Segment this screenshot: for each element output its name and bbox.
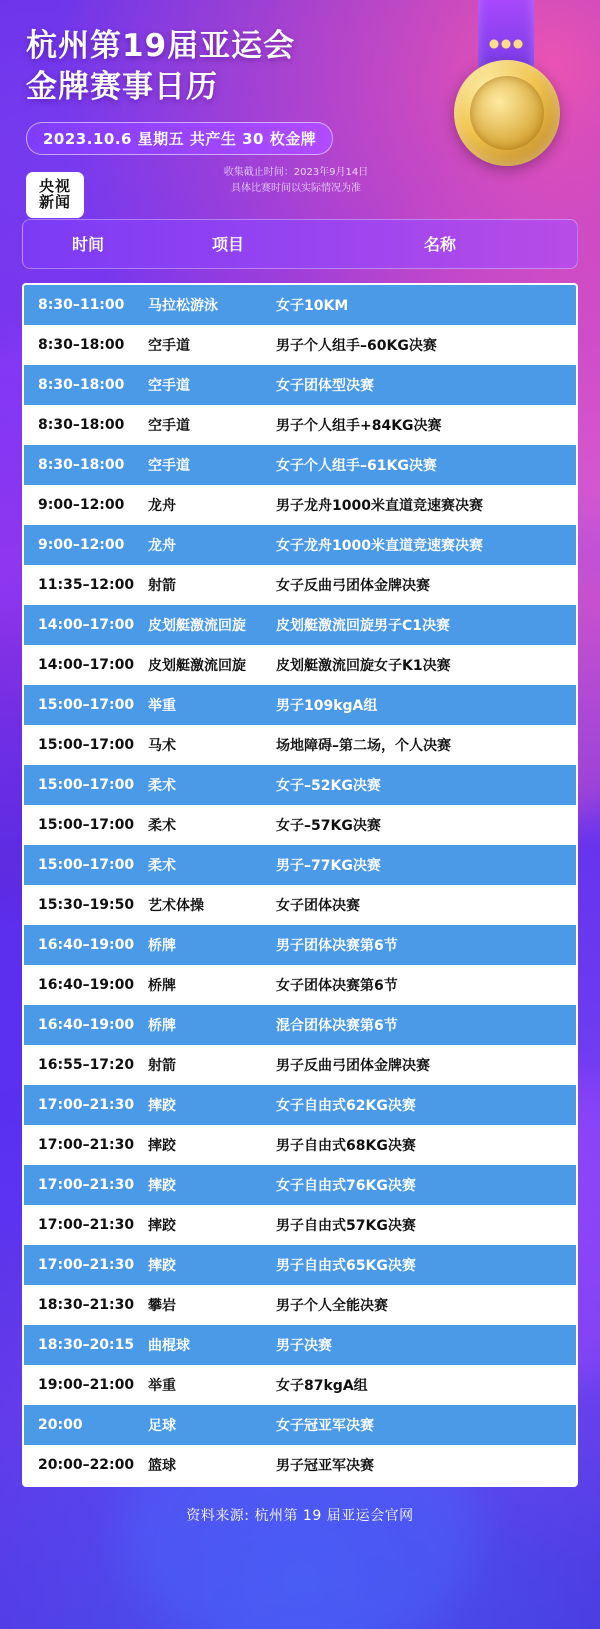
table-row (24, 1005, 576, 1045)
cell-event: 皮划艇激流回旋男子C1决赛 (276, 617, 451, 634)
table-row (24, 1085, 576, 1125)
cell-sport: 足球 (148, 1417, 176, 1434)
note-line-1: 收集截止时间：2023年9月14日 (223, 166, 369, 178)
cell-sport: 柔术 (148, 857, 176, 874)
cell-sport: 空手道 (148, 457, 190, 474)
cell-sport: 龙舟 (148, 497, 176, 514)
table-row (24, 925, 576, 965)
note-line-2: 具体比赛时间以实际情况为准 (231, 182, 361, 194)
table-row (24, 805, 576, 845)
cell-time: 16:40–19:00 (38, 1016, 135, 1033)
logo-line-1: 央视 (38, 177, 71, 196)
source-footer: 资料来源: 杭州第 19 届亚运会官网 (186, 1507, 414, 1524)
cell-sport: 桥牌 (148, 937, 176, 954)
page-title-line2: 金牌赛事日历 (26, 68, 218, 105)
cell-event: 男子决赛 (276, 1337, 332, 1354)
cell-sport: 攀岩 (148, 1297, 176, 1314)
table-row (24, 765, 576, 805)
cell-event: 皮划艇激流回旋女子K1决赛 (276, 657, 451, 674)
cell-time: 19:00–21:00 (38, 1376, 135, 1393)
cell-time: 8:30–18:00 (38, 456, 125, 473)
cell-time: 20:00 (38, 1416, 83, 1433)
column-header-event: 名称 (423, 235, 456, 255)
cell-event: 女子个人组手–61KG决赛 (276, 457, 437, 474)
table-row (24, 1165, 576, 1205)
cell-time: 14:00–17:00 (38, 656, 135, 673)
logo-line-2: 新闻 (38, 193, 71, 211)
table-row (24, 285, 576, 325)
cell-event: 男子自由式65KG决赛 (276, 1257, 416, 1274)
table-row (24, 965, 576, 1005)
page-title-line1: 杭州第19届亚运会 (26, 28, 296, 64)
cell-sport: 空手道 (148, 377, 190, 394)
cell-sport: 摔跤 (148, 1137, 176, 1154)
cell-time: 15:30–19:50 (38, 896, 135, 913)
cell-event: 女子自由式76KG决赛 (276, 1177, 416, 1194)
table-row (24, 405, 576, 445)
column-header-time: 时间 (71, 235, 104, 255)
cell-event: 女子团体决赛第6节 (276, 977, 398, 994)
cell-time: 8:30–11:00 (38, 296, 125, 313)
cell-time: 17:00–21:30 (38, 1256, 135, 1273)
cell-time: 9:00–12:00 (38, 496, 125, 513)
cell-sport: 举重 (148, 697, 176, 714)
cell-sport: 皮划艇激流回旋 (148, 657, 246, 674)
cell-time: 17:00–21:30 (38, 1216, 135, 1233)
cell-sport: 桥牌 (148, 1017, 176, 1034)
cell-event: 男子个人全能决赛 (276, 1297, 388, 1314)
cell-time: 8:30–18:00 (38, 376, 125, 393)
cell-time: 20:00–22:00 (38, 1456, 135, 1473)
cell-sport: 射箭 (148, 577, 176, 594)
table-row (24, 1285, 576, 1325)
table-row (24, 645, 576, 685)
cell-event: 女子–57KG决赛 (276, 817, 381, 834)
cell-time: 14:00–17:00 (38, 616, 135, 633)
table-row (24, 845, 576, 885)
poster-header (0, 0, 600, 197)
cell-event: 男子–77KG决赛 (276, 857, 381, 874)
cell-event: 女子龙舟1000米直道竞速赛决赛 (276, 537, 483, 554)
cell-sport: 龙舟 (148, 537, 176, 554)
cell-sport: 曲棍球 (148, 1337, 190, 1354)
table-row (24, 1205, 576, 1245)
cell-event: 男子龙舟1000米直道竞速赛决赛 (276, 497, 483, 514)
table-row (24, 325, 576, 365)
cell-event: 女子冠亚军决赛 (276, 1417, 374, 1434)
cell-sport: 空手道 (148, 337, 190, 354)
cell-time: 8:30–18:00 (38, 336, 125, 353)
table-row (24, 725, 576, 765)
cell-time: 17:00–21:30 (38, 1136, 135, 1153)
cell-time: 15:00–17:00 (38, 736, 135, 753)
cell-time: 17:00–21:30 (38, 1096, 135, 1113)
column-header-sport: 项目 (211, 235, 244, 255)
cell-sport: 举重 (148, 1377, 176, 1394)
table-row (24, 1125, 576, 1165)
table-row (24, 1325, 576, 1365)
cell-event: 女子团体决赛 (276, 897, 360, 914)
cell-time: 8:30–18:00 (38, 416, 125, 433)
cell-event: 男子个人组手–60KG决赛 (276, 337, 437, 354)
cell-time: 18:30–21:30 (38, 1296, 135, 1313)
cell-event: 男子自由式57KG决赛 (276, 1217, 416, 1234)
cell-sport: 艺术体操 (148, 897, 204, 914)
table-row (24, 525, 576, 565)
table-row (24, 365, 576, 405)
table-row (24, 1245, 576, 1285)
cell-sport: 桥牌 (148, 977, 176, 994)
cell-event: 男子冠亚军决赛 (276, 1457, 374, 1474)
cell-sport: 摔跤 (148, 1097, 176, 1114)
cell-event: 场地障碍–第二场，个人决赛 (276, 737, 451, 754)
cell-event: 混合团体决赛第6节 (276, 1017, 398, 1034)
cell-event: 男子109kgA组 (276, 697, 378, 714)
cell-time: 18:30–20:15 (38, 1336, 135, 1353)
cell-sport: 摔跤 (148, 1257, 176, 1274)
cell-event: 男子反曲弓团体金牌决赛 (276, 1057, 430, 1074)
cell-sport: 马术 (148, 737, 176, 754)
cell-sport: 皮划艇激流回旋 (148, 617, 246, 634)
cell-event: 女子团体型决赛 (276, 377, 374, 394)
cell-event: 男子自由式68KG决赛 (276, 1137, 416, 1154)
table-row (24, 885, 576, 925)
cell-time: 15:00–17:00 (38, 776, 135, 793)
table-header-row (22, 219, 578, 269)
cell-sport: 摔跤 (148, 1217, 176, 1234)
cell-time: 17:00–21:30 (38, 1176, 135, 1193)
table-body (22, 283, 578, 1487)
cell-sport: 射箭 (148, 1057, 176, 1074)
cell-event: 女子自由式62KG决赛 (276, 1097, 416, 1114)
cell-event: 女子10KM (276, 297, 349, 314)
cell-time: 16:40–19:00 (38, 936, 135, 953)
table-row (24, 1445, 576, 1485)
cell-time: 11:35–12:00 (38, 576, 135, 593)
cell-event: 男子团体决赛第6节 (276, 937, 398, 954)
cell-sport: 马拉松游泳 (148, 297, 218, 314)
cell-event: 男子个人组手+84KG决赛 (276, 417, 442, 434)
cell-sport: 篮球 (148, 1457, 176, 1474)
table-row (24, 1045, 576, 1085)
table-row (24, 485, 576, 525)
cell-sport: 柔术 (148, 817, 176, 834)
cell-sport: 摔跤 (148, 1177, 176, 1194)
table-row (24, 685, 576, 725)
cell-sport: 柔术 (148, 777, 176, 794)
table-row (24, 565, 576, 605)
cell-time: 15:00–17:00 (38, 856, 135, 873)
schedule-table (22, 219, 578, 1487)
cell-event: 女子反曲弓团体金牌决赛 (276, 577, 430, 594)
cell-time: 16:40–19:00 (38, 976, 135, 993)
table-row (24, 1365, 576, 1405)
table-row (24, 605, 576, 645)
table-row (24, 445, 576, 485)
table-row (24, 1405, 576, 1445)
cell-time: 9:00–12:00 (38, 536, 125, 553)
cell-event: 女子87kgA组 (276, 1377, 368, 1394)
cell-time: 16:55–17:20 (38, 1056, 135, 1073)
cell-time: 15:00–17:00 (38, 816, 135, 833)
cell-time: 15:00–17:00 (38, 696, 135, 713)
subtitle-badge: 2023.10.6 星期五 共产生 30 枚金牌 (26, 122, 333, 155)
cell-event: 女子–52KG决赛 (276, 777, 381, 794)
cell-sport: 空手道 (148, 417, 190, 434)
